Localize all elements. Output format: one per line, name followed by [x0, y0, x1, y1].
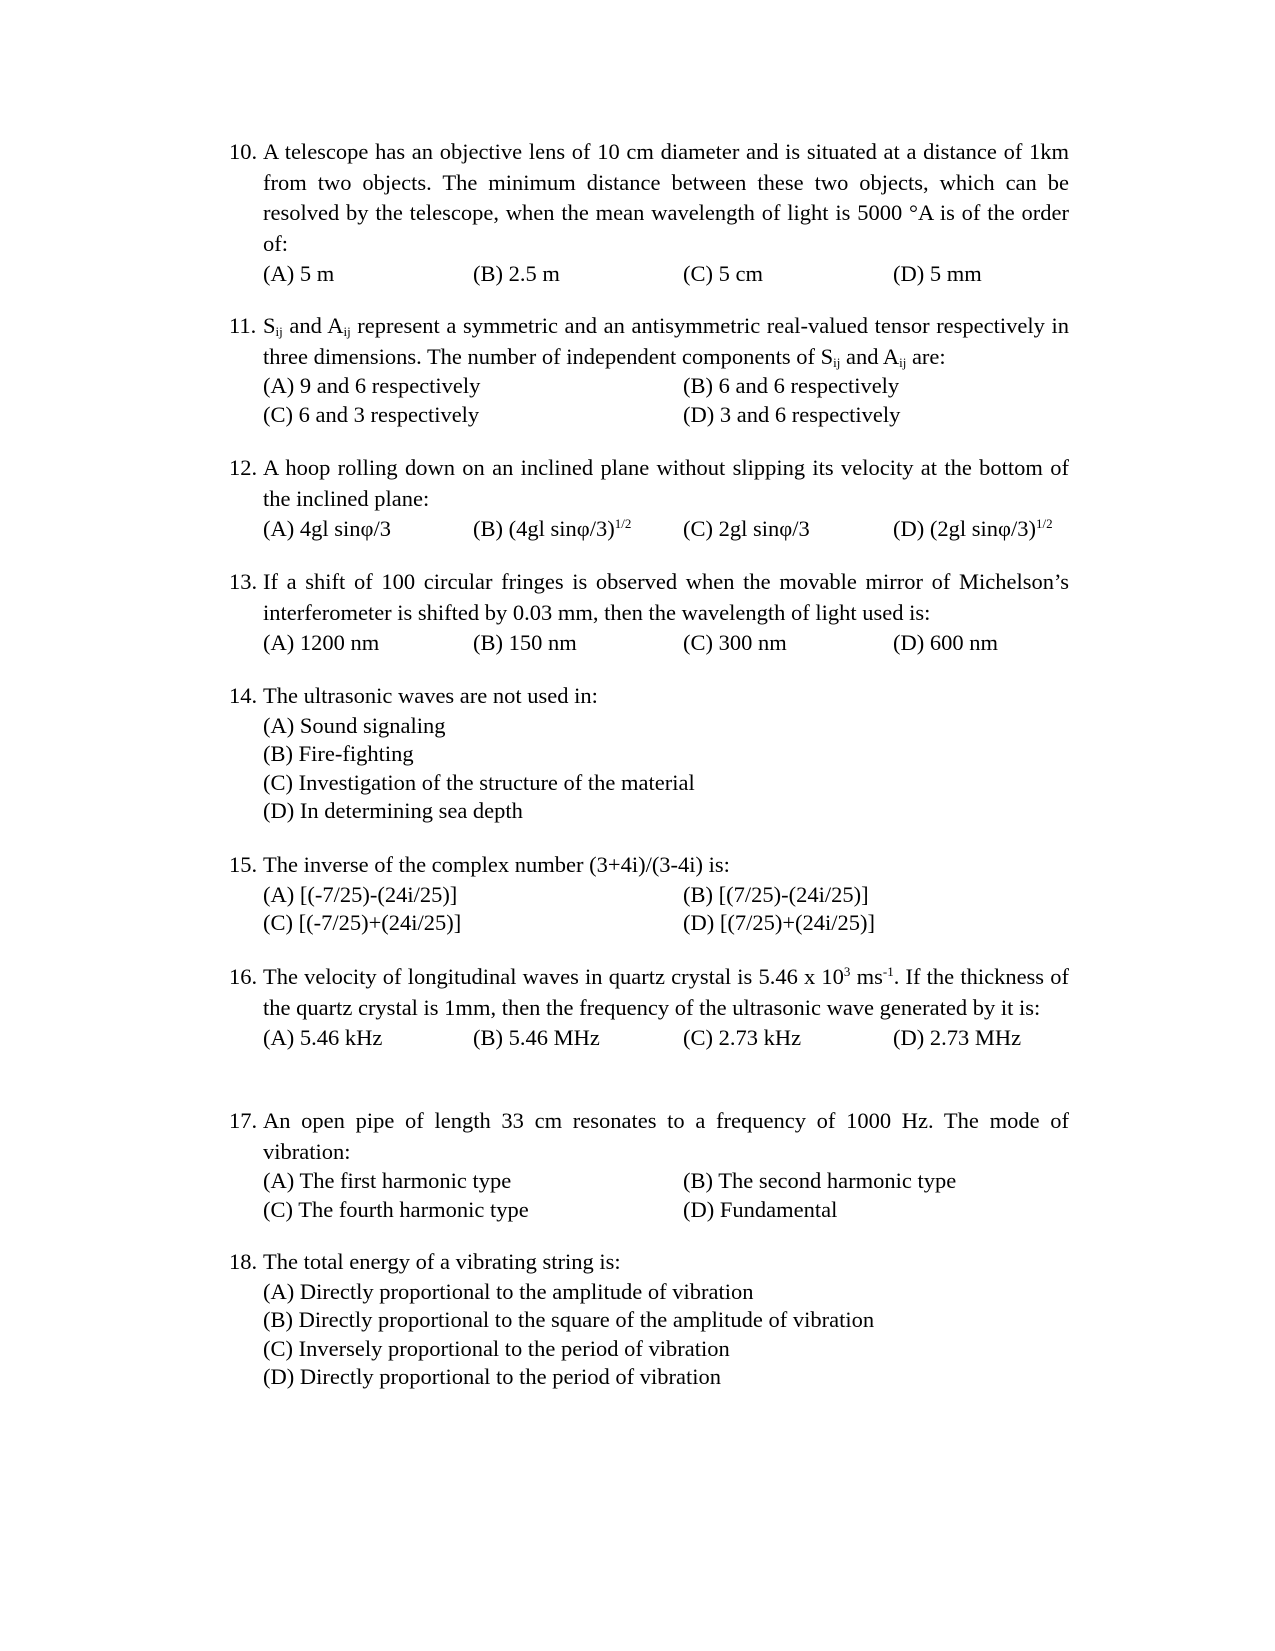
option-a: (A) 9 and 6 respectively [263, 373, 481, 398]
option-c: (C) [(-7/25)+(24i/25)] [263, 910, 462, 935]
question-17 [229, 1106, 1069, 1224]
question-12 [229, 453, 1069, 544]
option-c: (C) 6 and 3 respectively [263, 401, 480, 427]
option-d: (D) 2.73 MHz [893, 1025, 1022, 1050]
options [229, 881, 1069, 938]
option-a: (A) 1200 nm [263, 630, 380, 655]
question-stem [229, 850, 1069, 881]
option-d: (D) 600 nm [893, 630, 998, 655]
option-a: (A) 5 m [263, 261, 335, 286]
question-number: 14. [229, 683, 258, 708]
question-text: $S_{ij}$ and $A_{ij}$ represent a symmetric and an antisymmetric real-valued tensor respectively in three dimensions. The number of independent components of $S_{ij}$ and $A_{ij}$ are: [263, 313, 1069, 370]
option-a: (A) Directly proportional to the amplitude of vibration [263, 1278, 754, 1304]
options [229, 1167, 1069, 1224]
options [229, 712, 1069, 826]
options [229, 1023, 1069, 1053]
question-13 [229, 567, 1069, 658]
question-text: If a shift of 100 circular fringes is observed when the movable mirror of Michelson’s interferometer is shifted by 0.03 mm, then the wavelength of light used is: [263, 569, 1069, 625]
question-text: The ultrasonic waves are not used in: [263, 683, 598, 708]
option-c: (C) 300 nm [683, 630, 787, 655]
question-15 [229, 850, 1069, 938]
question-10 [229, 137, 1069, 289]
question-number: 15. [229, 852, 258, 877]
question-number: 13. [229, 569, 258, 594]
option-d: (D) [(7/25)+(24i/25)] [683, 910, 876, 935]
question-number: 10. [229, 139, 258, 164]
option-d: (D) Directly proportional to the period of vibration [263, 1364, 721, 1389]
option-a: (A) [(-7/25)-(24i/25)] [263, 881, 458, 907]
question-text: The velocity of longitudinal waves in quartz crystal is 5.46 x $10^3$ $ms^{-1}$. If the thickness of the quartz crystal is 1mm, then the frequency of the ultrasonic wave generated by it is: [263, 964, 1069, 1020]
option-c: (C) 2gl sinφ/3 [683, 516, 810, 541]
option-c: (C) The fourth harmonic type [263, 1196, 529, 1222]
option-b: (B) 2.5 m [473, 261, 560, 286]
option-d: (D) 5 mm [893, 261, 982, 286]
question-stem [229, 567, 1069, 628]
option-b: (B) (4gl sinφ/3)$^{1/2}$ [473, 516, 632, 541]
option-c: (C) 5 cm [683, 261, 763, 286]
question-stem [229, 137, 1069, 259]
option-d: (D) (2gl sinφ/3)$^{1/2}$ [893, 516, 1053, 541]
option-d: (D) In determining sea depth [263, 798, 523, 823]
options [229, 514, 1069, 544]
option-a: (A) The first harmonic type [263, 1168, 512, 1193]
option-b: (B) 150 nm [473, 630, 577, 655]
option-c: (C) Investigation of the structure of the material [263, 769, 695, 795]
question-stem [229, 1106, 1069, 1167]
option-b: (B) 6 and 6 respectively [683, 373, 900, 398]
question-stem [229, 681, 1069, 712]
option-a: (A) Sound signaling [263, 712, 446, 738]
options [229, 372, 1069, 429]
option-a: (A) 5.46 kHz [263, 1025, 383, 1050]
question-18 [229, 1247, 1069, 1392]
options [229, 1278, 1069, 1392]
question-number: 18. [229, 1249, 258, 1274]
options [229, 259, 1069, 289]
question-16 [229, 962, 1069, 1053]
option-b: (B) Directly proportional to the square of the amplitude of vibration [263, 1307, 875, 1332]
question-text: An open pipe of length 33 cm resonates to a frequency of 1000 Hz. The mode of vibration: [263, 1108, 1069, 1164]
options [229, 628, 1069, 658]
question-number: 16. [229, 964, 258, 989]
question-text: The inverse of the complex number (3+4i)/(3-4i) is: [263, 852, 730, 877]
question-11 [229, 311, 1069, 429]
option-d: (D) Fundamental [683, 1196, 838, 1222]
option-b: (B) Fire-fighting [263, 741, 414, 766]
option-b: (B) The second harmonic type [683, 1168, 957, 1193]
option-c: (C) Inversely proportional to the period of vibration [263, 1335, 730, 1361]
question-stem [229, 962, 1069, 1023]
question-14 [229, 681, 1069, 826]
question-stem [229, 453, 1069, 514]
question-number: 11. [229, 313, 257, 338]
question-number: 12. [229, 455, 258, 480]
question-number: 17. [229, 1108, 258, 1133]
option-b: (B) 5.46 MHz [473, 1025, 600, 1050]
question-text: A hoop rolling down on an inclined plane without slipping its velocity at the bottom of the inclined plane: [263, 455, 1069, 511]
question-stem [229, 1247, 1069, 1278]
option-d: (D) 3 and 6 respectively [683, 401, 901, 427]
option-c: (C) 2.73 kHz [683, 1025, 802, 1050]
question-text: A telescope has an objective lens of 10 cm diameter and is situated at a distance of 1km from two objects. The minimum distance between these two objects, which can be resolved by the telescope, when the mean wavelength of light is 5000 °A is of the order of: [263, 139, 1069, 256]
question-text: The total energy of a vibrating string is: [263, 1249, 621, 1274]
option-b: (B) [(7/25)-(24i/25)] [683, 881, 869, 907]
option-a: (A) 4gl sinφ/3 [263, 516, 391, 541]
question-stem [229, 311, 1069, 372]
